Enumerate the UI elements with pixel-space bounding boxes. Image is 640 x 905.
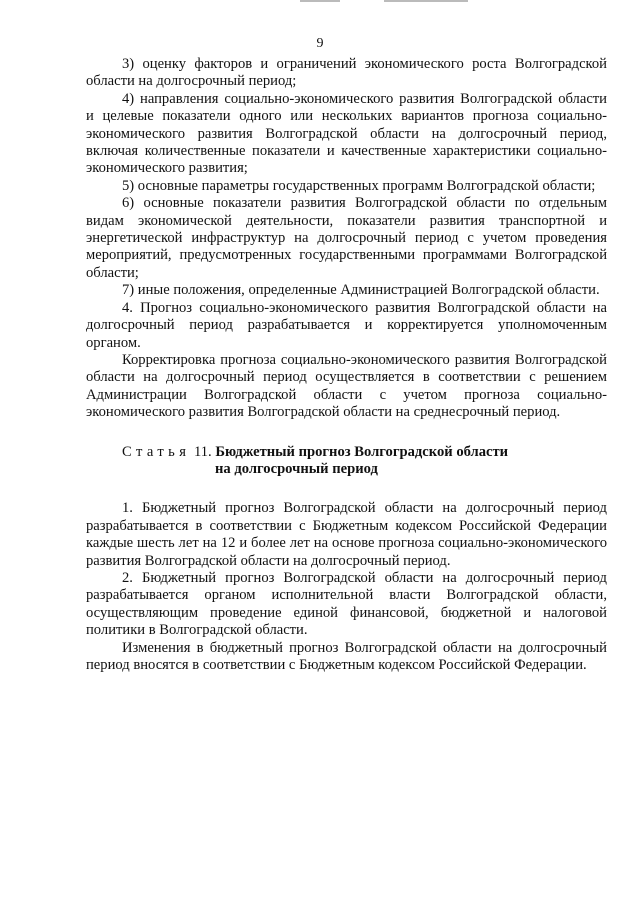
article-number: 11. bbox=[194, 443, 212, 460]
article-word: Статья bbox=[122, 443, 191, 460]
paragraph-item-6: 6) основные показатели развития Волгоградской области по отдельным видам экономической деятельности, показатели развития транспортной и энергетической инфраструктур на долгосрочный период с учетом проведения мероприятий, предусмотренных государственными программами Волгоградской области; bbox=[86, 195, 607, 281]
paragraph-item-4: 4) направления социально-экономического развития Волгоградской области и целевые показатели одного или нескольких вариантов прогноза социально-экономического развития Волгоградской области на долгосрочный период, включая количественные показатели и качественные характеристики социально-экономического развития; bbox=[86, 90, 607, 177]
paragraph-part-4: 4. Прогноз социально-экономического развития Волгоградской области на долгосрочный период разрабатывается и корректируется уполномоченным органом. bbox=[86, 299, 607, 351]
paragraph-item-7: 7) иные положения, определенные Администрацией Волгоградской области. bbox=[122, 282, 600, 299]
top-edge-mark bbox=[384, 0, 468, 2]
paragraph-article11-changes: Изменения в бюджетный прогноз Волгоградской области на долгосрочный период вносятся в соответствии с Бюджетным кодексом Российской Федерации. bbox=[86, 639, 607, 673]
paragraph-article11-part1: 1. Бюджетный прогноз Волгоградской области на долгосрочный период разрабатывается в соответствии с Бюджетным кодексом Российской Федерации каждые шесть лет на 12 и более лет на основе прогноза социально-экономического развития Волгоградской области на долгосрочный период. bbox=[86, 500, 607, 569]
article-title-line1: Бюджетный прогноз Волгоградской области bbox=[215, 443, 509, 460]
paragraph-item-3: 3) оценку факторов и ограничений экономического роста Волгоградской области на долгосрочный период; bbox=[86, 56, 607, 90]
article-heading bbox=[86, 444, 607, 479]
paragraph-correction: Корректировка прогноза социально-экономического развития Волгоградской области на долгосрочный период осуществляется в соответствии с решением Администрации Волгоградской области с учетом прогноза социально-экономического развития Волгоградской области на среднесрочный период. bbox=[86, 351, 607, 421]
article-title-line2: на долгосрочный период bbox=[215, 460, 378, 477]
paragraph-item-5: 5) основные параметры государственных программ Волгоградской области; bbox=[122, 177, 596, 194]
document-body bbox=[86, 56, 607, 674]
paragraph-article11-part2: 2. Бюджетный прогноз Волгоградской области на долгосрочный период разрабатывается органом исполнительной власти Волгоградской области, осуществляющим проведение единой финансовой, бюджетной и налоговой политики в Волгоградской области. bbox=[86, 569, 607, 639]
top-edge-mark bbox=[300, 0, 340, 2]
page-number: 9 bbox=[316, 36, 324, 51]
